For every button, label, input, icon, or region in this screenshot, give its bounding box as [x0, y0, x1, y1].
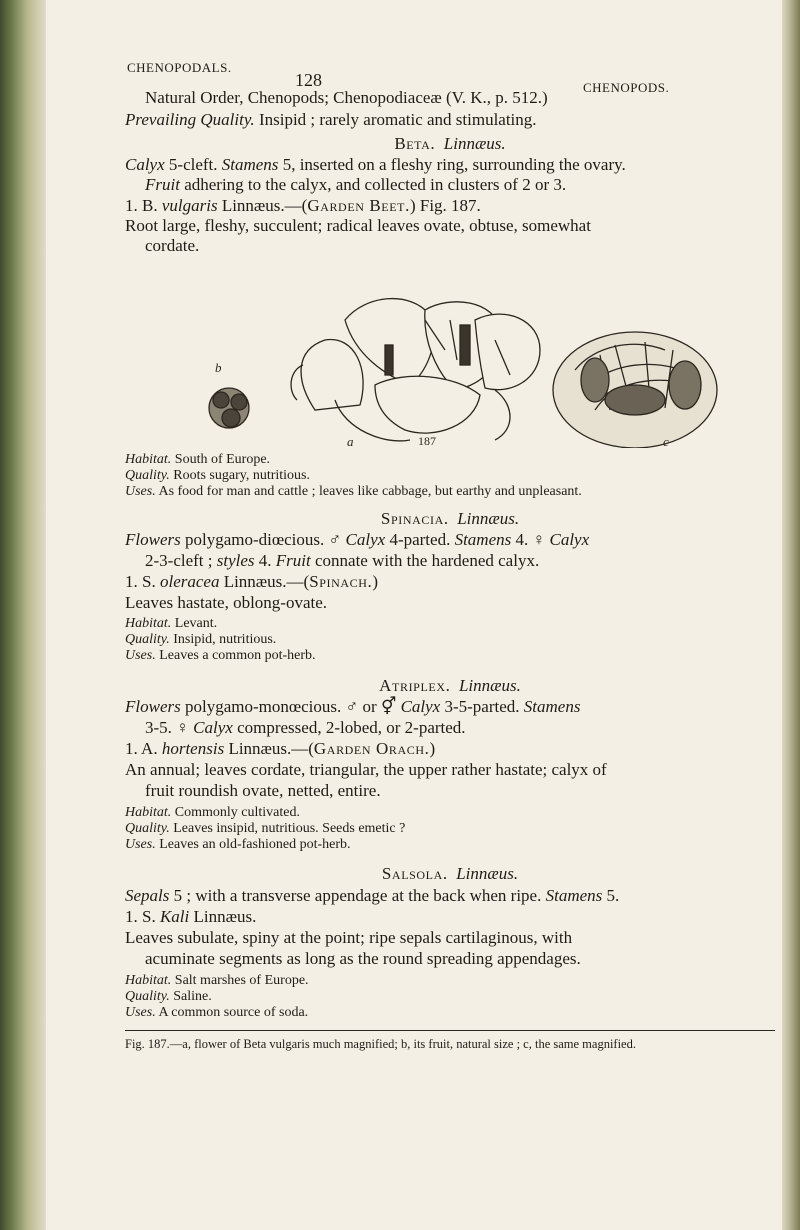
fruit-drawing-c: [553, 332, 717, 448]
running-header-right: CHENOPODS.: [583, 80, 670, 95]
salsola-description-line2: acuminate segments as long as the round spreading appendages.: [145, 949, 581, 968]
figure-187-illustration: [195, 290, 730, 448]
spinacia-uses: Uses. Leaves a common pot-herb.: [125, 648, 316, 663]
beta-heading: Beta. Linnæus.: [394, 134, 506, 153]
salsola-uses: Uses. A common source of soda.: [125, 1005, 309, 1020]
atriplex-quality: Quality. Leaves insipid, nutritious. Seeds emetic ?: [125, 821, 406, 836]
salsola-quality: Quality. Saline.: [125, 989, 212, 1004]
natural-order-line: Natural Order, Chenopods; Chenopodiaceæ (V. K., p. 512.): [145, 88, 548, 107]
salsola-description-line1: Leaves subulate, spiny at the point; ripe sepals cartilaginous, with: [125, 928, 573, 947]
atriplex-description-line1: An annual; leaves cordate, triangular, the upper rather hastate; calyx of: [125, 760, 607, 779]
atriplex-species-line: 1. A. hortensis Linnæus.—(Garden Orach.): [125, 739, 436, 758]
salsola-habitat: Habitat. Salt marshes of Europe.: [125, 973, 309, 988]
atriplex-flowers-line1: Flowers polygamo-monœcious. ♂ or ⚥ Calyx 3-5-parted. Stamens: [125, 697, 581, 716]
beta-description-line1: Root large, fleshy, succulent; radical leaves ovate, obtuse, somewhat: [125, 216, 591, 235]
beta-calyx-line: Calyx 5-cleft. Stamens 5, inserted on a fleshy ring, surrounding the ovary.: [125, 155, 626, 174]
atriplex-heading: Atriplex. Linnæus.: [379, 676, 521, 695]
beta-quality: Quality. Roots sugary, nutritious.: [125, 468, 310, 483]
flower-drawing-a: [291, 299, 540, 441]
spinacia-quality: Quality. Insipid, nutritious.: [125, 632, 277, 647]
figure-caption: Fig. 187.—a, flower of Beta vulgaris much magnified; b, its fruit, natural size ; c, the same magnified.: [125, 1037, 636, 1051]
atriplex-description-line2: fruit roundish ovate, netted, entire.: [145, 781, 381, 800]
salsola-heading: Salsola. Linnæus.: [381, 864, 519, 883]
spinacia-flowers-line2: 2-3-cleft ; styles 4. Fruit connate with the hardened calyx.: [145, 551, 540, 570]
beta-habitat: Habitat. South of Europe.: [125, 452, 271, 467]
prevailing-quality-line: Prevailing Quality. Insipid ; rarely aromatic and stimulating.: [125, 110, 537, 129]
atriplex-habitat: Habitat. Commonly cultivated.: [125, 805, 300, 820]
figure-label-b: b: [215, 360, 222, 375]
atriplex-flowers-line2: 3-5. ♀ Calyx compressed, 2-lobed, or 2-parted.: [145, 718, 466, 737]
running-header-left: CHENOPODALS.: [127, 60, 232, 75]
footnote-rule: [125, 1030, 775, 1031]
page-number: 128: [295, 70, 322, 90]
atriplex-uses: Uses. Leaves an old-fashioned pot-herb.: [125, 837, 351, 852]
spinacia-species-line: 1. S. oleracea Linnæus.—(Spinach.): [125, 572, 379, 591]
figure-label-c: c: [663, 434, 669, 448]
book-spine-left: [0, 0, 46, 1230]
beta-uses: Uses. As food for man and cattle ; leaves like cabbage, but earthy and unpleasant.: [125, 484, 582, 499]
beta-description-line2: cordate.: [145, 236, 200, 255]
beta-fruit-line: Fruit adhering to the calyx, and collected in clusters of 2 or 3.: [145, 175, 567, 194]
figure-number: 187: [418, 434, 436, 448]
spinacia-flowers-line1: Flowers polygamo-diœcious. ♂ Calyx 4-parted. Stamens 4. ♀ Calyx: [125, 530, 590, 549]
beta-species-line: 1. B. vulgaris Linnæus.—(Garden Beet.) Fig. 187.: [125, 196, 481, 215]
salsola-species-line: 1. S. Kali Linnæus.: [125, 907, 257, 926]
spinacia-description: Leaves hastate, oblong-ovate.: [125, 593, 328, 612]
salsola-sepals-line: Sepals 5 ; with a transverse appendage at the back when ripe. Stamens 5.: [125, 886, 620, 905]
fruit-drawing-b: [209, 388, 249, 428]
spinacia-heading: Spinacia. Linnæus.: [380, 509, 520, 528]
spinacia-habitat: Habitat. Levant.: [125, 616, 218, 631]
figure-label-a: a: [347, 434, 354, 448]
